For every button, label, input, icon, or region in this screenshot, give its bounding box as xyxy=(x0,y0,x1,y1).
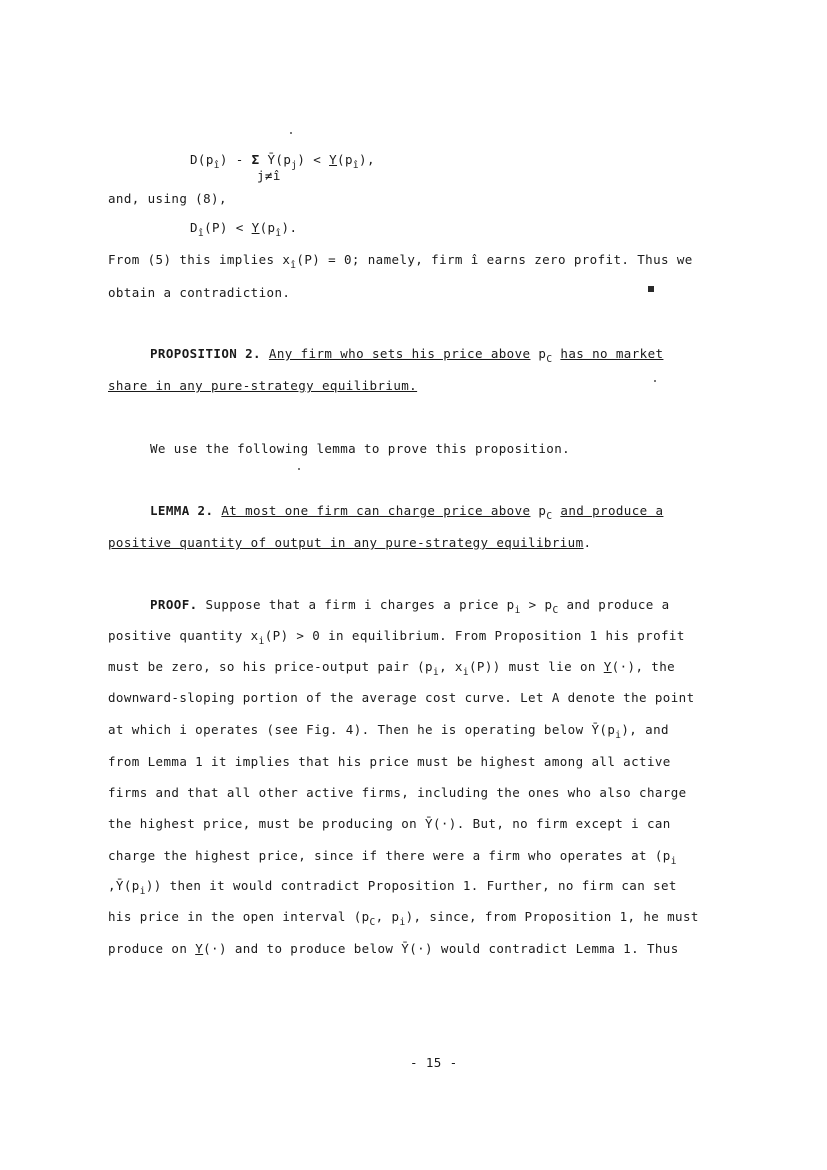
proof-l2b: (P) > 0 in equilibrium. From Proposition 1 his profit xyxy=(264,628,685,643)
proof-l10sub: i xyxy=(139,886,146,897)
eq1-ybar: Ȳ(p xyxy=(267,152,292,167)
proof-line4: downward-sloping portion of the average cost curve. Let A denote the point xyxy=(108,690,695,705)
proof-l5sub: i xyxy=(615,730,622,741)
proposition-2-label: PROPOSITION 2. xyxy=(150,346,261,361)
proof-line6: from Lemma 1 it implies that his price must be highest among all active xyxy=(108,754,671,769)
eq1-tail: ), xyxy=(359,152,375,167)
proof-line11 xyxy=(108,909,699,928)
eq1-lt: ) < xyxy=(297,152,330,167)
scan-speck xyxy=(654,380,656,382)
contradiction-line: obtain a contradiction. xyxy=(108,285,291,300)
lemma-2-text2: and produce a xyxy=(560,503,664,518)
proof-line1 xyxy=(150,597,670,616)
proof-l2sub: i xyxy=(258,636,265,647)
proof-l12a: produce on xyxy=(108,941,196,956)
proof-l1a: Suppose that a firm i charges a price p xyxy=(205,597,515,612)
proof-l3sub2: i xyxy=(462,667,469,678)
proof-l3a: must be zero, so his price-output pair (p xyxy=(108,659,433,674)
eq1-lhs-sub: î xyxy=(213,160,220,171)
lemma-2-text3: positive quantity of output in any pure-strategy equilibrium xyxy=(108,535,584,550)
eq2-tail: ). xyxy=(281,220,298,235)
eq1-yund-sub: î xyxy=(352,160,360,171)
lemma-2-pc: p xyxy=(538,503,547,518)
proof-l11c: ), since, from Proposition 1, he must xyxy=(405,909,699,924)
lemma-2-label: LEMMA 2. xyxy=(150,503,214,518)
from5-line xyxy=(108,252,693,271)
proof-l9sub: i xyxy=(670,856,677,867)
equation-1 xyxy=(190,152,375,171)
eq1-mid: ) - xyxy=(219,152,252,167)
proof-line12 xyxy=(108,943,679,956)
proof-l3b: , x xyxy=(439,659,463,674)
proof-l9a: charge the highest price, since if there were a firm who operates at (p xyxy=(108,848,671,863)
proof-l1sub: i xyxy=(514,605,521,616)
from5-a: From (5) this implies x xyxy=(108,252,291,267)
proof-l11a: his price in the open interval (p xyxy=(108,909,370,924)
from5-b: (P) = 0; namely, firm î earns zero profit. Thus we xyxy=(296,252,693,267)
eq1-y-underlined: Y xyxy=(329,152,338,167)
eq2-d: D xyxy=(190,220,198,235)
eq1-lhs: D(p xyxy=(190,152,214,167)
lemma-2-pc-sub: C xyxy=(546,511,553,522)
proof-l5a: at which i operates (see Fig. 4). Then he is operating below Ȳ(p xyxy=(108,722,616,737)
proof-l3d: (·), the xyxy=(611,659,676,674)
proof-line8: the highest price, must be producing on Ȳ(·). But, no firm except i can xyxy=(108,816,671,831)
proof-l1b: > p xyxy=(520,597,553,612)
eq2-d-sub: î xyxy=(197,228,205,239)
eq2-y-underlined: Y xyxy=(251,220,260,235)
proof-l2a: positive quantity x xyxy=(108,628,259,643)
proof-line3 xyxy=(108,659,676,678)
proof-line7: firms and that all other active firms, including the ones who also charge xyxy=(108,785,687,800)
eq1-sum-index: j≠î xyxy=(257,168,281,183)
eq1-ybar-sub: j xyxy=(291,160,298,171)
lemma-2-period: . xyxy=(583,535,592,550)
proof-l12b: (·) and to produce below Ȳ(·) would contradict Lemma 1. Thus xyxy=(203,941,679,956)
proof-l10a: ,Ȳ(p xyxy=(108,878,140,893)
eq2-mid: (P) < xyxy=(204,220,252,235)
proof-l3-y-underlined: Y xyxy=(603,659,612,674)
lemma-2-line2 xyxy=(108,537,591,550)
eq2-sub: î xyxy=(275,228,282,239)
proof-line9 xyxy=(108,848,677,867)
proposition-2-text1: Any firm who sets his price above xyxy=(268,346,531,361)
proof-l11sub: C xyxy=(369,917,376,928)
proposition-2-pc-sub: C xyxy=(546,354,553,365)
lemma-2-line1 xyxy=(150,503,664,522)
lemma-intro-line: We use the following lemma to prove this proposition. xyxy=(150,441,571,456)
proof-line10 xyxy=(108,878,677,897)
proof-l10b: )) then it would contradict Proposition 1. Further, no firm can set xyxy=(145,878,677,893)
proof-label: PROOF. xyxy=(150,597,198,612)
proof-l1sub2: C xyxy=(552,605,559,616)
qed-mark xyxy=(648,286,654,292)
lemma-2-text1: At most one firm can charge price above xyxy=(221,503,531,518)
proposition-2-text2: has no market xyxy=(560,346,664,361)
scan-speck xyxy=(298,468,300,470)
scan-speck xyxy=(290,132,292,134)
proof-l12-y-underlined: Y xyxy=(195,941,204,956)
and-using-line: and, using (8), xyxy=(108,191,227,206)
proof-l11b: , p xyxy=(375,909,400,924)
eq2-open: (p xyxy=(259,220,276,235)
proof-l11sub2: i xyxy=(399,917,406,928)
eq1-sigma: Σ xyxy=(251,152,260,167)
proposition-2-pc: p xyxy=(538,346,547,361)
proposition-2-line2: share in any pure-strategy equilibrium. xyxy=(108,378,418,393)
from5-sub: î xyxy=(290,260,297,271)
page-number: - 15 - xyxy=(410,1055,458,1070)
equation-2 xyxy=(190,220,298,239)
proof-l5b: ), and xyxy=(621,722,669,737)
proof-l3c: (P)) must lie on xyxy=(468,659,604,674)
proposition-2-line1 xyxy=(150,346,664,365)
proof-line5 xyxy=(108,722,669,741)
proof-l3sub: i xyxy=(432,667,440,678)
proof-line2 xyxy=(108,628,685,647)
proof-l1c: and produce a xyxy=(558,597,670,612)
eq1-yund-open: (p xyxy=(337,152,353,167)
